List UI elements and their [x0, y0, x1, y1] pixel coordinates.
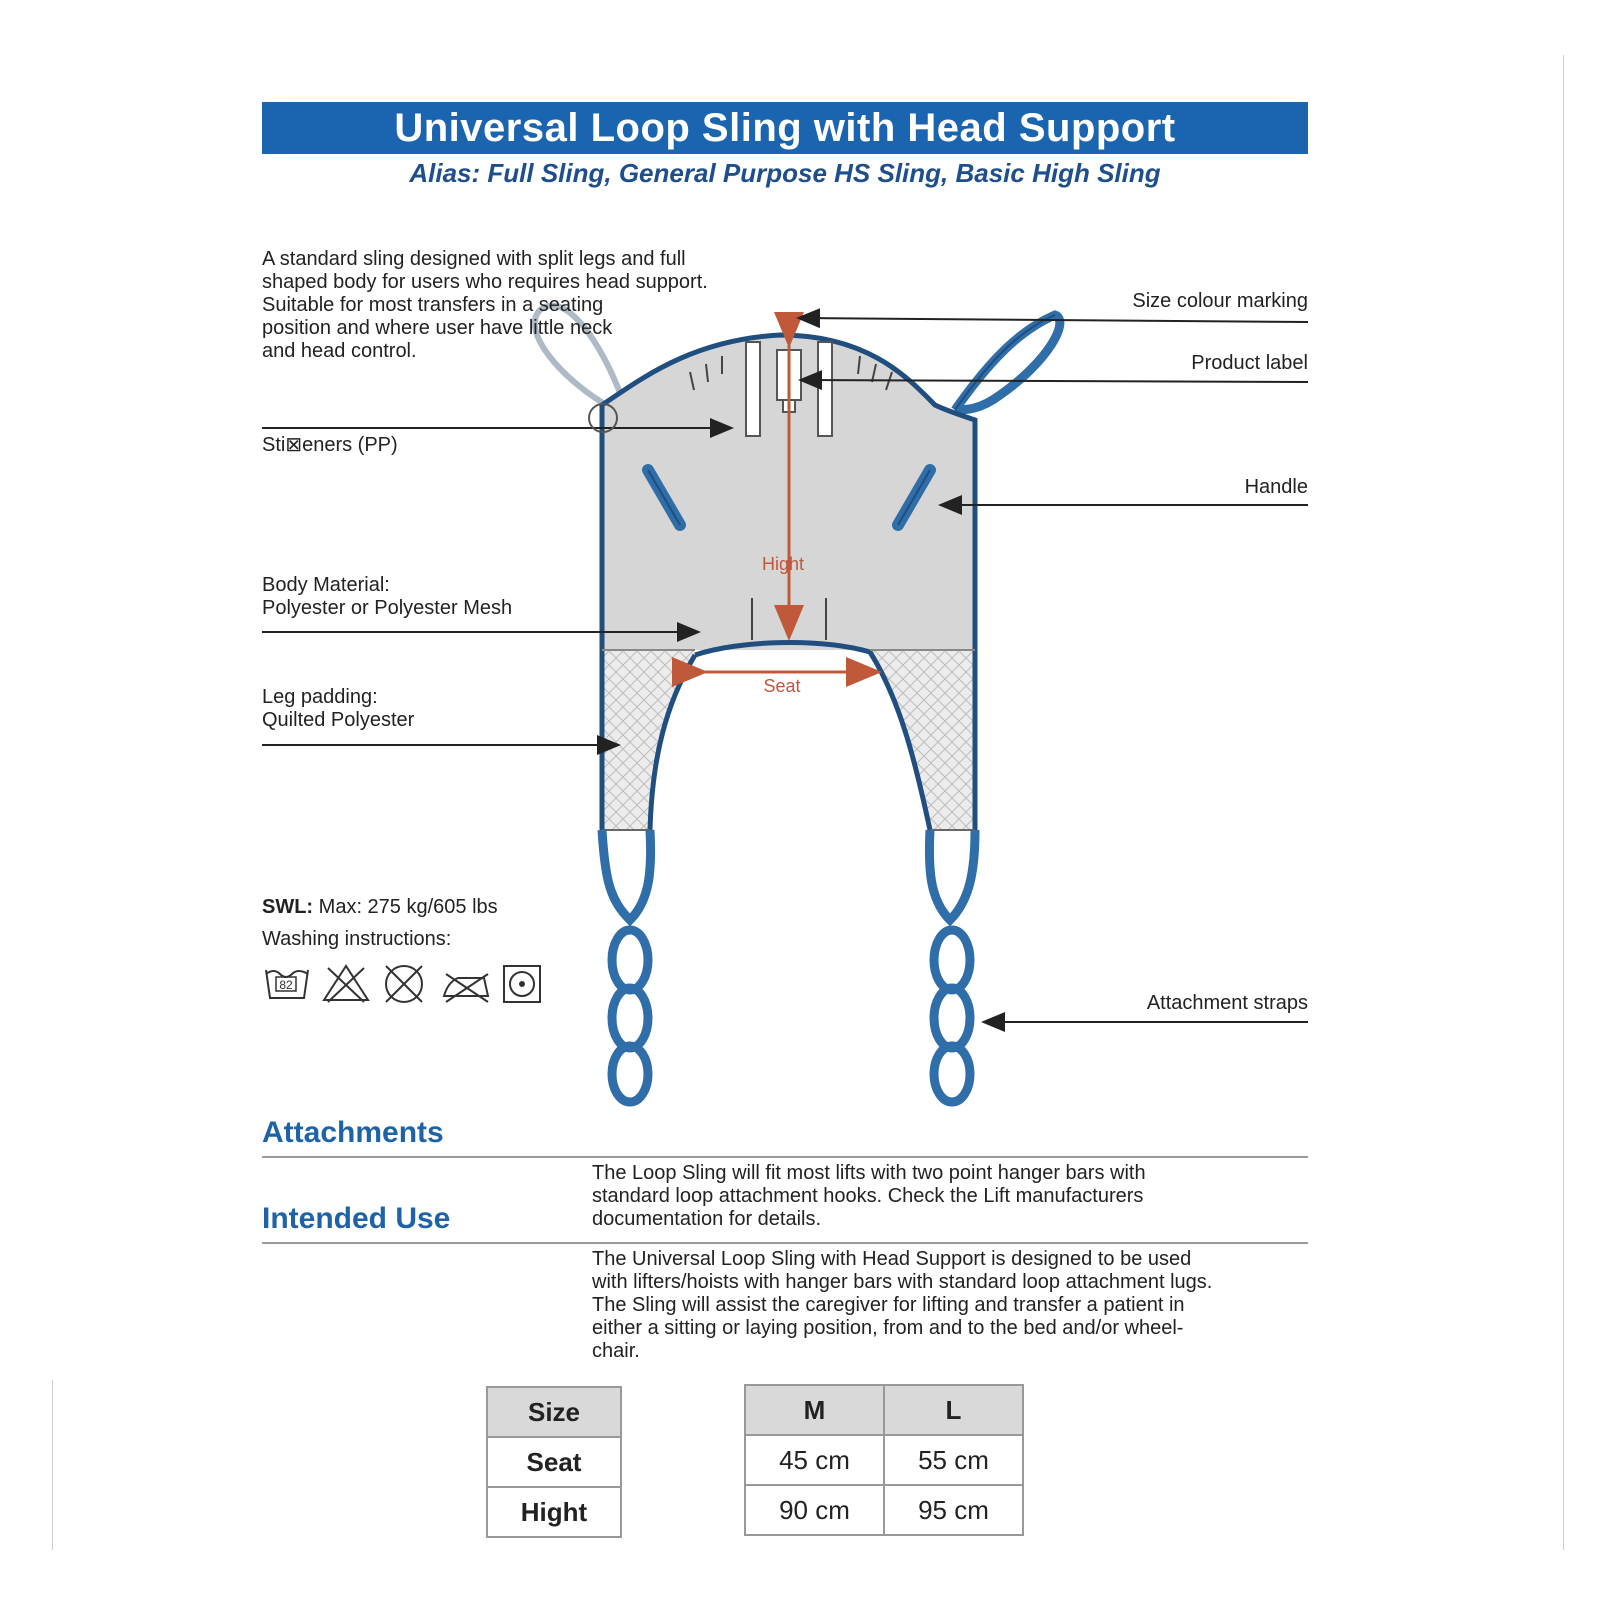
- alias-subtitle: Alias: Full Sling, General Purpose HS Sling, Basic High Sling: [409, 158, 1161, 188]
- attachments-rule: [262, 1156, 1308, 1158]
- handle-callout: Handle: [1244, 476, 1308, 498]
- body-material-label: Body Material:: [262, 574, 390, 596]
- seat-m-value: 45 cm: [745, 1435, 884, 1485]
- no-tumble-dry-icon: [386, 966, 422, 1002]
- iron-low-icon: [444, 974, 488, 1002]
- hight-m-value: 90 cm: [745, 1485, 884, 1535]
- title-banner: Universal Loop Sling with Head Support: [262, 102, 1308, 154]
- seat-row-label: Seat: [487, 1437, 621, 1487]
- attachment-straps-callout: Attachment straps: [1146, 992, 1308, 1014]
- hight-l-value: 95 cm: [884, 1485, 1023, 1535]
- hight-label: Hight: [761, 554, 805, 574]
- swl-value: Max: 275 kg/605 lbs: [318, 896, 498, 918]
- dryer-icon: [504, 966, 540, 1002]
- intended-use-title: Intended Use: [262, 1202, 451, 1235]
- leg-padding-callout: [262, 686, 414, 732]
- no-bleach-icon: [324, 966, 368, 1002]
- intro-line: Suitable for most transfers in a seating: [262, 294, 604, 316]
- stiffeners-callout: Sti⊠eners (PP): [262, 434, 398, 456]
- size-colour-marking-callout: Size colour marking: [1132, 290, 1308, 312]
- size-l-header: L: [884, 1385, 1023, 1435]
- body-material-value: Polyester or Polyester Mesh: [262, 597, 513, 619]
- intro-line: position and where user have little neck: [262, 317, 613, 339]
- attachments-text: [592, 1162, 1146, 1231]
- swl-line: [262, 896, 498, 919]
- size-m-header: M: [745, 1385, 884, 1435]
- intro-line: and head control.: [262, 340, 417, 362]
- intro-description: [262, 248, 708, 363]
- seat-l-value: 55 cm: [884, 1435, 1023, 1485]
- washing-title: Washing instructions:: [262, 928, 452, 950]
- intended-use-line: chair.: [592, 1340, 640, 1362]
- size-values-table: [744, 1384, 1024, 1536]
- intended-use-line: The Universal Loop Sling with Head Support is designed to be used: [592, 1248, 1192, 1270]
- svg-text:82: 82: [279, 978, 293, 992]
- intended-use-line: The Sling will assist the caregiver for lifting and transfer a patient in: [592, 1294, 1185, 1316]
- intended-use-text: [592, 1248, 1212, 1363]
- size-header: Size: [487, 1387, 621, 1437]
- intended-use-rule: [262, 1242, 1308, 1244]
- left-attachment-strap: [602, 830, 651, 1102]
- wash-82-icon: [266, 970, 308, 998]
- intended-use-line: with lifters/hoists with hanger bars with standard loop attachment lugs.: [592, 1271, 1213, 1293]
- leg-padding-label: Leg padding:: [262, 686, 378, 708]
- washing-icons: [264, 962, 544, 1006]
- hight-row-label: Hight: [487, 1487, 621, 1537]
- size-colour-mark: [786, 322, 793, 336]
- attachments-line: documentation for details.: [592, 1208, 822, 1230]
- right-attachment-strap: [929, 830, 975, 1102]
- attachments-title: Attachments: [262, 1116, 444, 1149]
- swl-label: SWL:: [262, 896, 314, 918]
- product-label-callout: Product label: [1191, 352, 1308, 374]
- attachments-line: standard loop attachment hooks. Check the Lift manufacturers: [592, 1185, 1144, 1207]
- seat-label: Seat: [763, 676, 801, 696]
- leg-padding-value: Quilted Polyester: [262, 709, 415, 731]
- intro-line: shaped body for users who requires head support.: [262, 271, 708, 293]
- right-stiffener: [818, 342, 832, 436]
- body-material-callout: [262, 574, 512, 620]
- intended-use-line: either a sitting or laying position, from and to the bed and/or wheel-: [592, 1317, 1184, 1339]
- size-label-table: [486, 1386, 622, 1538]
- intro-line: A standard sling designed with split legs and full: [262, 248, 686, 270]
- attachments-line: The Loop Sling will fit most lifts with two point hanger bars with: [592, 1162, 1146, 1184]
- left-stiffener: [746, 342, 760, 436]
